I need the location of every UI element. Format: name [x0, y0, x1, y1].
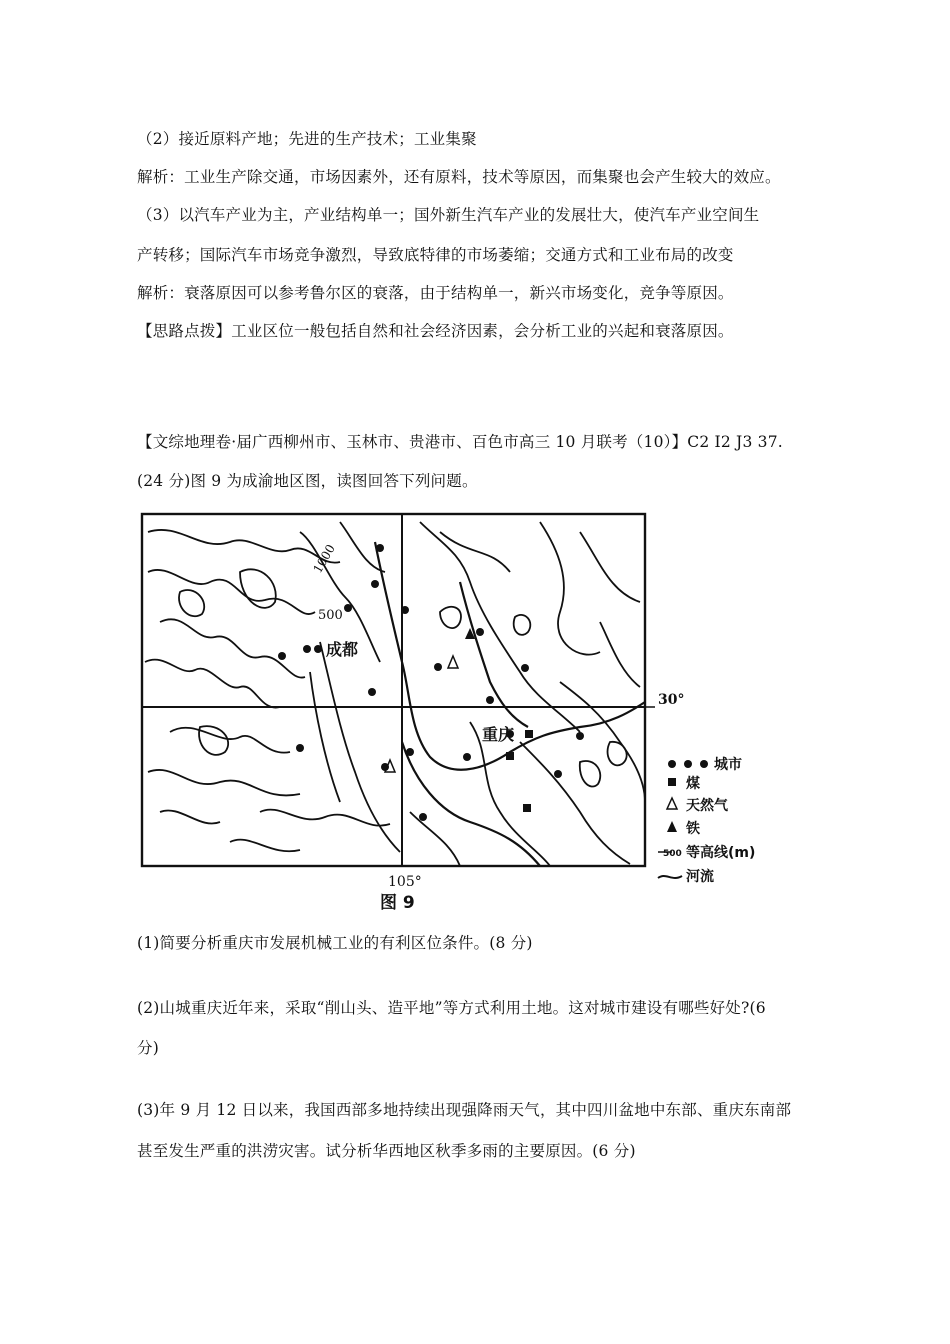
coal-marker — [523, 804, 531, 812]
answer-line-3: （3）以汽车产业为主，产业结构单一；国外新生汽车产业的发展壮大，使汽车产业空间生 — [137, 206, 760, 224]
legend-iron-label: 铁 — [686, 821, 700, 837]
answer-line-4: 产转移；国际汽车市场竞争激烈，导致底特律的市场萎缩；交通方式和工业布局的改变 — [137, 246, 734, 264]
map-legend — [658, 756, 755, 885]
contour-lines — [145, 522, 645, 866]
answer-line-5: 解析：衰落原因可以参考鲁尔区的衰落，由于结构单一，新兴市场变化，竞争等原因。 — [137, 284, 734, 302]
gas-marker — [448, 656, 458, 668]
legend-river-icon — [658, 876, 682, 878]
legend-gas-icon — [667, 798, 677, 809]
question-1: (1)简要分析重庆市发展机械工业的有利区位条件。(8 分) — [137, 934, 533, 952]
legend-iron-icon — [667, 821, 677, 832]
legend-coal-label: 煤 — [686, 776, 700, 792]
figure-caption: 图 9 — [380, 893, 415, 912]
contour-label-1000: 1000 — [310, 542, 338, 576]
contour-label-500: 500 — [318, 608, 343, 623]
lat-label: 30° — [658, 692, 685, 708]
question-header-1: 【文综地理卷·届广西柳州市、玉林市、贵港市、百色市高三 10 月联考（10）】C2 I2 J3 37. — [137, 433, 783, 451]
city-label-chengdu: 成都 — [326, 640, 359, 659]
legend-contour-label: 等高线(m) — [686, 845, 756, 861]
question-2-line-2: 分) — [137, 1039, 159, 1057]
question-header-2: (24 分)图 9 为成渝地区图，读图回答下列问题。 — [137, 472, 478, 490]
legend-city-label: 城市 — [714, 757, 742, 773]
coal-marker — [506, 752, 514, 760]
legend-contour-sample: 500 — [663, 849, 682, 859]
question-2-line-1: (2)山城重庆近年来，采取“削山头、造平地”等方式利用土地。这对城市建设有哪些好处?(6 — [137, 999, 766, 1017]
question-3-line-1: (3)年 9 月 12 日以来，我国西部多地持续出现强降雨天气，其中四川盆地中东部、重庆东南部 — [137, 1101, 792, 1119]
lon-label: 105° — [388, 874, 422, 890]
chengyu-region-map — [140, 512, 760, 912]
answer-line-6: 【思路点拨】工业区位一般包括自然和社会经济因素，会分析工业的兴起和衰落原因。 — [137, 322, 734, 340]
legend-city-icon — [668, 760, 676, 768]
answer-line-2: 解析：工业生产除交通，市场因素外，还有原料，技术等原因，而集聚也会产生较大的效应。 — [137, 168, 781, 186]
legend-gas-label: 天然气 — [686, 798, 728, 814]
legend-river-label: 河流 — [686, 869, 714, 885]
answer-line-1: （2）接近原料产地；先进的生产技术；工业集聚 — [137, 130, 477, 148]
city-markers — [278, 544, 584, 821]
question-3-line-2: 甚至发生严重的洪涝灾害。试分析华西地区秋季多雨的主要原因。(6 分) — [137, 1142, 636, 1160]
city-label-chongqing: 重庆 — [482, 725, 515, 744]
coal-marker — [525, 730, 533, 738]
legend-coal-icon — [668, 778, 676, 786]
